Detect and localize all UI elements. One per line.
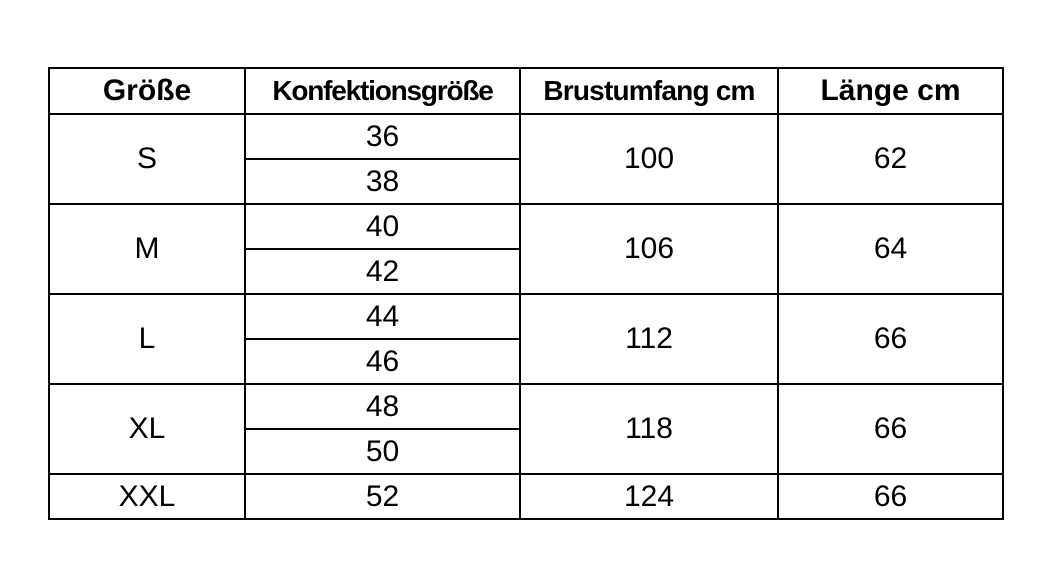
size-cell: XL <box>49 384 245 474</box>
laenge-cell: 66 <box>778 294 1003 384</box>
size-chart-table <box>48 67 1004 520</box>
brustumfang-cell: 124 <box>520 474 778 519</box>
size-cell: M <box>49 204 245 294</box>
konfektion-cell: 40 <box>245 204 520 249</box>
table-row <box>49 294 1003 339</box>
brustumfang-cell: 100 <box>520 114 778 204</box>
brustumfang-cell: 112 <box>520 294 778 384</box>
konfektion-cell: 44 <box>245 294 520 339</box>
table-row <box>49 114 1003 159</box>
header-brustumfang: Brustumfang cm <box>520 68 778 114</box>
size-cell: XXL <box>49 474 245 519</box>
konfektion-cell: 48 <box>245 384 520 429</box>
table-row <box>49 474 1003 519</box>
brustumfang-cell: 106 <box>520 204 778 294</box>
konfektion-cell: 38 <box>245 159 520 204</box>
table-row <box>49 204 1003 249</box>
header-laenge: Länge cm <box>778 68 1003 114</box>
laenge-cell: 66 <box>778 384 1003 474</box>
konfektion-cell: 42 <box>245 249 520 294</box>
size-cell: L <box>49 294 245 384</box>
size-cell: S <box>49 114 245 204</box>
laenge-cell: 66 <box>778 474 1003 519</box>
konfektion-cell: 52 <box>245 474 520 519</box>
konfektion-cell: 36 <box>245 114 520 159</box>
konfektion-cell: 50 <box>245 429 520 474</box>
laenge-cell: 62 <box>778 114 1003 204</box>
laenge-cell: 64 <box>778 204 1003 294</box>
brustumfang-cell: 118 <box>520 384 778 474</box>
header-konfektionsgroesse: Konfektionsgröße <box>245 68 520 114</box>
konfektion-cell: 46 <box>245 339 520 384</box>
header-groesse: Größe <box>49 68 245 114</box>
table-row <box>49 384 1003 429</box>
header-row <box>49 68 1003 114</box>
